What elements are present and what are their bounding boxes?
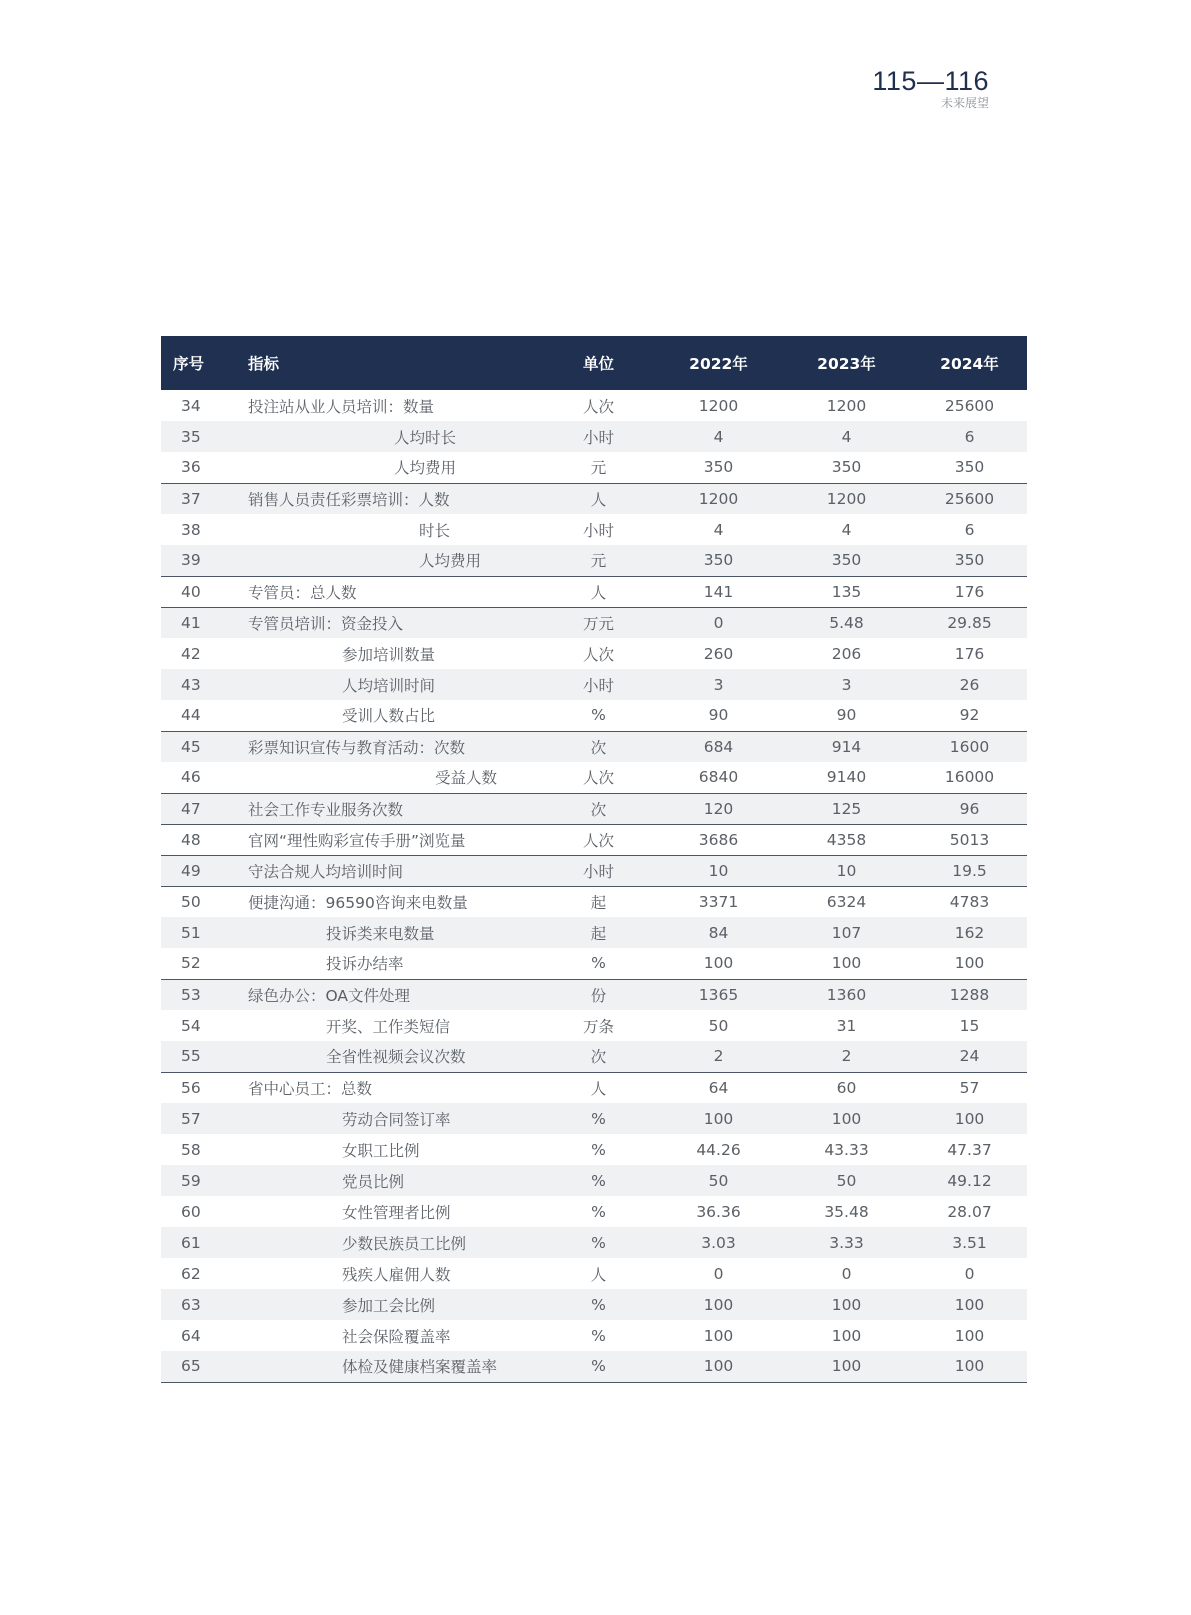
indicator-label: 社会保险覆盖率 (342, 1327, 451, 1346)
indicator-label: 开奖、工作类短信 (326, 1017, 451, 1036)
cell-indicator (236, 483, 541, 514)
cell-unit: 小时 (582, 676, 614, 695)
cell-seq: 40 (161, 576, 236, 607)
table-row (161, 1351, 1027, 1382)
indicator-label: 参加工会比例 (342, 1296, 436, 1315)
cell-2024: 6 (964, 427, 975, 446)
table-header-row (161, 336, 1027, 390)
indicator-table-container (161, 336, 1027, 1383)
cell-unit: 人次 (582, 645, 614, 664)
cell-2022: 50 (708, 1171, 729, 1190)
cell-2022: 4 (713, 520, 724, 539)
cell-2024: 6 (964, 520, 975, 539)
cell-indicator (236, 638, 541, 669)
page-header (872, 66, 989, 111)
indicator-label: 党员比例 (342, 1172, 405, 1191)
cell-seq: 37 (181, 489, 201, 508)
cell-seq: 53 (181, 985, 201, 1004)
cell-unit: 人 (590, 1079, 607, 1098)
cell-unit: 次 (590, 738, 607, 757)
cell-2023: 125 (781, 793, 912, 824)
cell-2024: 19.5 (912, 855, 1027, 886)
cell-seq: 54 (181, 1016, 201, 1035)
cell-2023: 60 (836, 1078, 857, 1097)
indicator-label: 守法合规人均培训时间 (248, 862, 404, 881)
table-row (161, 1041, 1027, 1072)
cell-2022: 84 (708, 923, 729, 942)
table-row (161, 762, 1027, 793)
table-row (161, 731, 1027, 762)
cell-2024: 25600 (944, 396, 995, 415)
table-row (161, 917, 1027, 948)
cell-indicator (236, 1103, 541, 1134)
cell-2024: 47.37 (947, 1140, 992, 1159)
cell-indicator (236, 731, 541, 762)
cell-seq: 60 (181, 1202, 201, 1221)
indicator-label: 官网“理性购彩宣传手册”浏览量 (248, 831, 466, 850)
cell-seq: 57 (181, 1109, 201, 1128)
cell-2023: 100 (831, 1295, 862, 1314)
cell-2024: 100 (912, 948, 1027, 979)
cell-2022: 90 (656, 700, 781, 731)
indicator-label: 专管员：总人数 (248, 583, 357, 602)
indicator-label: 全省性视频会议次数 (326, 1048, 466, 1067)
cell-unit: 人次 (541, 824, 656, 855)
indicator-label: 投注站从业人员培训：数量 (248, 397, 435, 416)
cell-2022: 3 (713, 675, 724, 694)
cell-2023: 4 (841, 520, 852, 539)
cell-indicator (236, 886, 541, 917)
table-header (161, 336, 1027, 390)
cell-2022: 120 (656, 793, 781, 824)
cell-2022: 36.36 (696, 1202, 741, 1221)
cell-seq: 48 (161, 824, 236, 855)
cell-2023: 206 (831, 644, 862, 663)
cell-2024: 24 (912, 1041, 1027, 1072)
cell-2023: 50 (836, 1171, 857, 1190)
cell-2023: 350 (781, 452, 912, 483)
cell-2024: 100 (954, 1109, 985, 1128)
cell-2022: 100 (656, 948, 781, 979)
cell-2024: 29.85 (947, 613, 992, 632)
table-row (161, 1196, 1027, 1227)
cell-unit: % (541, 948, 656, 979)
indicator-label: 便捷沟通：96590咨询来电数量 (248, 893, 468, 912)
cell-unit: % (591, 1109, 606, 1128)
cell-2022: 100 (703, 1326, 734, 1345)
cell-unit: % (591, 1295, 606, 1314)
cell-seq: 56 (181, 1078, 201, 1097)
indicator-label: 彩票知识宣传与教育活动：次数 (248, 738, 466, 757)
cell-unit: 万元 (582, 614, 614, 633)
cell-seq: 55 (161, 1041, 236, 1072)
cell-2023: 107 (831, 923, 862, 942)
cell-2024: 25600 (944, 489, 995, 508)
cell-unit: 人 (590, 490, 607, 509)
cell-2022: 1365 (698, 985, 739, 1004)
cell-2022: 141 (656, 576, 781, 607)
section-name: 未来展望 (940, 96, 989, 110)
indicator-label: 人均费用 (394, 459, 457, 478)
cell-2023: 135 (781, 576, 912, 607)
indicator-label: 专管员培训：资金投入 (248, 614, 404, 633)
cell-seq: 35 (181, 427, 201, 446)
indicator-label: 投诉类来电数量 (326, 924, 435, 943)
cell-2024: 15 (959, 1016, 980, 1035)
indicator-label: 省中心员工：总数 (248, 1079, 373, 1098)
table-row (161, 700, 1027, 731)
cell-unit: 起 (590, 893, 607, 912)
cell-2023: 2 (781, 1041, 912, 1072)
cell-indicator (236, 917, 541, 948)
cell-indicator (236, 421, 541, 452)
cell-seq: 52 (161, 948, 236, 979)
cell-2022: 2 (656, 1041, 781, 1072)
indicator-label: 女职工比例 (342, 1141, 420, 1160)
cell-indicator (236, 1289, 541, 1320)
cell-2024: 92 (912, 700, 1027, 731)
cell-2023: 35.48 (824, 1202, 869, 1221)
indicator-label: 人均时长 (394, 428, 457, 447)
cell-unit: % (541, 1351, 656, 1382)
cell-2023: 31 (836, 1016, 857, 1035)
table-row (161, 390, 1027, 421)
cell-unit: 小时 (541, 855, 656, 886)
table-row (161, 979, 1027, 1010)
cell-2024: 1288 (949, 985, 990, 1004)
cell-indicator (236, 1041, 541, 1072)
cell-2023: 0 (841, 1264, 852, 1283)
cell-2022: 100 (703, 1109, 734, 1128)
cell-seq: 61 (181, 1233, 201, 1252)
cell-2022: 350 (656, 452, 781, 483)
table-row (161, 886, 1027, 917)
cell-indicator (236, 514, 541, 545)
cell-2022: 0 (713, 1264, 724, 1283)
cell-2024: 96 (912, 793, 1027, 824)
cell-2023: 3 (841, 675, 852, 694)
table-row (161, 948, 1027, 979)
page-number: 115—116 (872, 66, 989, 96)
cell-indicator (236, 979, 541, 1010)
cell-2024: 4783 (949, 892, 990, 911)
cell-2023: 10 (781, 855, 912, 886)
indicator-label: 受益人数 (435, 769, 498, 788)
cell-2023: 100 (781, 948, 912, 979)
cell-2022: 64 (708, 1078, 729, 1097)
cell-2023: 43.33 (824, 1140, 869, 1159)
cell-2023: 4 (841, 427, 852, 446)
cell-unit: 次 (541, 1041, 656, 1072)
cell-2024: 176 (912, 576, 1027, 607)
cell-seq: 46 (161, 762, 236, 793)
cell-indicator (236, 1196, 541, 1227)
cell-2024: 49.12 (947, 1171, 992, 1190)
header-indicator: 指标 (248, 355, 280, 373)
cell-2023: 350 (781, 545, 912, 576)
cell-unit: 万条 (582, 1017, 614, 1036)
cell-indicator (236, 855, 541, 886)
cell-indicator (236, 793, 541, 824)
cell-indicator (236, 1258, 541, 1289)
header-unit: 单位 (582, 355, 614, 373)
table-row (161, 1010, 1027, 1041)
cell-indicator (236, 948, 541, 979)
cell-seq: 41 (181, 613, 201, 632)
cell-seq: 51 (181, 923, 201, 942)
cell-seq: 34 (181, 396, 201, 415)
cell-2022: 10 (656, 855, 781, 886)
cell-unit: 人 (590, 1265, 607, 1284)
cell-indicator (236, 700, 541, 731)
table-row (161, 669, 1027, 700)
indicator-label: 社会工作专业服务次数 (248, 800, 404, 819)
table-row (161, 1258, 1027, 1289)
cell-2024: 28.07 (947, 1202, 992, 1221)
cell-2022: 3686 (656, 824, 781, 855)
table-body (161, 390, 1027, 1382)
cell-seq: 39 (161, 545, 236, 576)
cell-2023: 4358 (781, 824, 912, 855)
cell-2023: 1200 (826, 489, 867, 508)
cell-seq: 36 (161, 452, 236, 483)
table-row (161, 421, 1027, 452)
cell-indicator (236, 1227, 541, 1258)
cell-2023: 100 (781, 1351, 912, 1382)
cell-indicator (236, 762, 541, 793)
cell-seq: 62 (181, 1264, 201, 1283)
cell-indicator (236, 390, 541, 421)
table-row (161, 1320, 1027, 1351)
cell-seq: 64 (181, 1326, 201, 1345)
cell-2022: 3.03 (701, 1233, 736, 1252)
cell-indicator (236, 824, 541, 855)
cell-seq: 44 (161, 700, 236, 731)
indicator-label: 销售人员责任彩票培训：人数 (248, 490, 450, 509)
cell-indicator (236, 545, 541, 576)
cell-seq: 65 (161, 1351, 236, 1382)
cell-unit: 人 (541, 576, 656, 607)
cell-indicator (236, 576, 541, 607)
indicator-label: 少数民族员工比例 (342, 1234, 467, 1253)
table-row (161, 545, 1027, 576)
cell-2023: 90 (781, 700, 912, 731)
cell-seq: 58 (181, 1140, 201, 1159)
indicator-label: 参加培训数量 (342, 645, 436, 664)
cell-2023: 6324 (826, 892, 867, 911)
cell-indicator (236, 1010, 541, 1041)
cell-2024: 1600 (949, 737, 990, 756)
cell-indicator (236, 607, 541, 638)
cell-seq: 38 (181, 520, 201, 539)
cell-2023: 9140 (781, 762, 912, 793)
cell-indicator (236, 1134, 541, 1165)
cell-indicator (236, 1072, 541, 1103)
cell-indicator (236, 1320, 541, 1351)
header-year-2024: 2024年 (940, 355, 999, 373)
cell-seq: 63 (181, 1295, 201, 1314)
cell-seq: 45 (181, 737, 201, 756)
cell-unit: 人次 (541, 762, 656, 793)
header-year-2022: 2022年 (689, 355, 748, 373)
cell-2024: 3.51 (952, 1233, 987, 1252)
header-seq: 序号 (173, 355, 205, 373)
cell-2024: 5013 (912, 824, 1027, 855)
table-row (161, 1165, 1027, 1196)
table-row (161, 576, 1027, 607)
cell-seq: 42 (181, 644, 201, 663)
cell-unit: 元 (541, 545, 656, 576)
indicator-label: 体检及健康档案覆盖率 (342, 1358, 498, 1377)
indicator-label: 人均费用 (419, 552, 482, 571)
cell-unit: % (591, 1233, 606, 1252)
cell-2022: 3371 (698, 892, 739, 911)
table-row (161, 1289, 1027, 1320)
indicator-label: 投诉办结率 (326, 955, 404, 974)
cell-seq: 43 (181, 675, 201, 694)
cell-indicator (236, 669, 541, 700)
table-row (161, 1103, 1027, 1134)
cell-2023: 1360 (826, 985, 867, 1004)
indicator-table (161, 336, 1027, 1383)
cell-2023: 5.48 (829, 613, 864, 632)
table-row (161, 1072, 1027, 1103)
cell-2023: 1200 (826, 396, 867, 415)
cell-unit: 份 (590, 986, 607, 1005)
cell-2024: 57 (959, 1078, 980, 1097)
cell-2022: 1200 (698, 489, 739, 508)
cell-indicator (236, 1165, 541, 1196)
cell-unit: 小时 (582, 521, 614, 540)
cell-2022: 50 (708, 1016, 729, 1035)
cell-seq: 59 (181, 1171, 201, 1190)
cell-2024: 100 (954, 1326, 985, 1345)
indicator-label: 劳动合同签订率 (342, 1110, 451, 1129)
cell-2022: 44.26 (696, 1140, 741, 1159)
cell-unit: 人次 (582, 397, 614, 416)
cell-2024: 350 (912, 452, 1027, 483)
table-row (161, 1227, 1027, 1258)
cell-2022: 350 (656, 545, 781, 576)
table-row (161, 638, 1027, 669)
table-row (161, 1134, 1027, 1165)
cell-unit: % (591, 1202, 606, 1221)
cell-2022: 100 (656, 1351, 781, 1382)
cell-unit: 小时 (582, 428, 614, 447)
cell-indicator (236, 452, 541, 483)
cell-2022: 684 (703, 737, 734, 756)
cell-2024: 0 (964, 1264, 975, 1283)
cell-2024: 100 (954, 1295, 985, 1314)
cell-2022: 1200 (698, 396, 739, 415)
indicator-label: 绿色办公：OA文件处理 (248, 986, 411, 1005)
cell-2023: 100 (831, 1109, 862, 1128)
cell-unit: % (591, 1171, 606, 1190)
cell-2024: 162 (954, 923, 985, 942)
indicator-label: 时长 (419, 521, 451, 540)
cell-unit: % (591, 1140, 606, 1159)
cell-2022: 100 (703, 1295, 734, 1314)
cell-2024: 100 (912, 1351, 1027, 1382)
cell-2023: 100 (831, 1326, 862, 1345)
indicator-label: 女性管理者比例 (342, 1203, 451, 1222)
cell-2022: 4 (713, 427, 724, 446)
table-row (161, 793, 1027, 824)
table-row (161, 607, 1027, 638)
cell-indicator (236, 1351, 541, 1382)
indicator-label: 受训人数占比 (342, 707, 436, 726)
table-row (161, 824, 1027, 855)
table-row (161, 483, 1027, 514)
cell-2023: 3.33 (829, 1233, 864, 1252)
cell-seq: 50 (181, 892, 201, 911)
cell-unit: 起 (590, 924, 607, 943)
cell-2023: 914 (831, 737, 862, 756)
table-row (161, 514, 1027, 545)
cell-unit: % (541, 700, 656, 731)
cell-unit: 次 (541, 793, 656, 824)
indicator-label: 人均培训时间 (342, 676, 436, 695)
cell-2022: 260 (703, 644, 734, 663)
cell-seq: 49 (161, 855, 236, 886)
table-row (161, 855, 1027, 886)
cell-2024: 16000 (912, 762, 1027, 793)
cell-unit: 元 (541, 452, 656, 483)
cell-2022: 6840 (656, 762, 781, 793)
cell-unit: % (591, 1326, 606, 1345)
header-year-2023: 2023年 (817, 355, 876, 373)
cell-2024: 350 (912, 545, 1027, 576)
cell-2024: 26 (959, 675, 980, 694)
cell-seq: 47 (161, 793, 236, 824)
indicator-label: 残疾人雇佣人数 (342, 1265, 451, 1284)
cell-2022: 0 (713, 613, 724, 632)
cell-2024: 176 (954, 644, 985, 663)
table-row (161, 452, 1027, 483)
